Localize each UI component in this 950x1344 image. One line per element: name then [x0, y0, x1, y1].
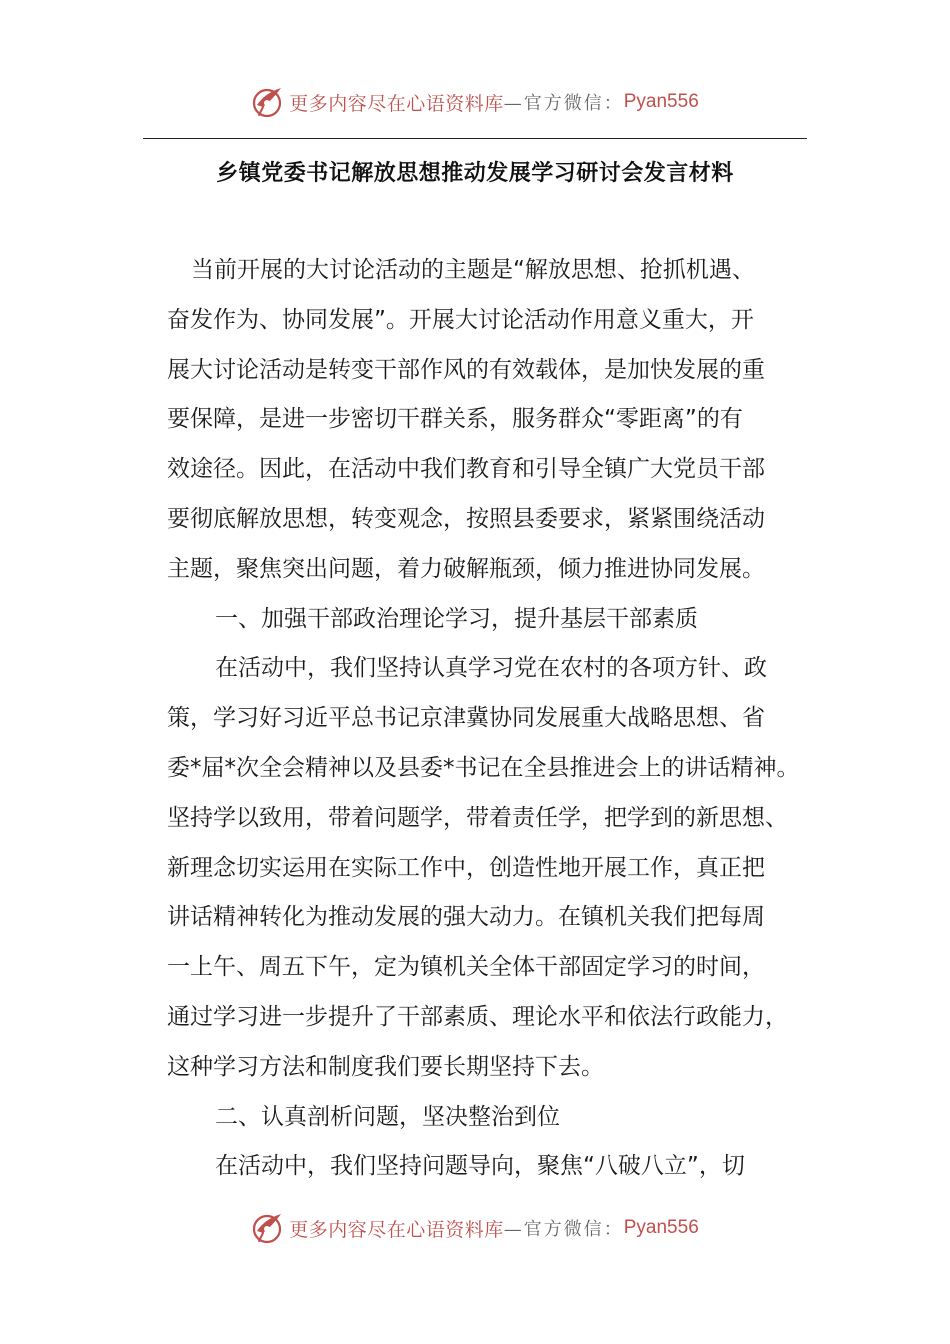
body-line: 新理念切实运用在实际工作中，创造性地开展工作，真正把: [167, 854, 765, 881]
body-line: 这种学习方法和制度我们要长期坚持下去。: [167, 1053, 604, 1080]
body-line: 在活动中，我们坚持问题导向，聚焦“八破八立”，切: [215, 1153, 745, 1180]
body-line: 委*届*次全会精神以及县委*书记在全县推进会上的讲话精神。: [167, 754, 800, 781]
body-line: 要保障，是进一步密切干群关系，服务群众“零距离”的有: [167, 406, 743, 433]
quill-logo-icon: [251, 1211, 285, 1245]
section-heading-1: 一、加强干部政治理论学习，提升基层干部素质: [215, 605, 698, 632]
body-line: 讲话精神转化为推动发展的强大动力。在镇机关我们把每周: [167, 904, 765, 931]
banner-wechat-id: Pyan556: [623, 91, 699, 112]
quill-logo-icon: [251, 85, 285, 119]
body-line: 当前开展的大讨论活动的主题是“解放思想、抢抓机遇、: [191, 257, 755, 283]
banner-wechat-id: Pyan556: [623, 1217, 699, 1238]
body-line: 展大讨论活动是转变干部作风的有效载体，是加快发展的重: [167, 356, 765, 383]
body-line: 策，学习好习近平总书记京津冀协同发展重大战略思想、省: [167, 705, 765, 732]
body-line: 要彻底解放思想，转变观念，按照县委要求，紧紧围绕活动: [167, 505, 765, 532]
banner-sub-text: —官方微信：: [503, 1219, 624, 1240]
body-line: 坚持学以致用，带着问题学，带着责任学，把学到的新思想、: [167, 804, 788, 831]
body-line: 在活动中，我们坚持认真学习党在农村的各项方针、政: [215, 655, 767, 682]
header-banner: [0, 82, 950, 122]
document-title: 乡镇党委书记解放思想推动发展学习研讨会发言材料: [216, 161, 734, 186]
document-body: [167, 246, 817, 1192]
body-line: 通过学习进一步提升了干部素质、理论水平和依法行政能力，: [167, 1003, 788, 1030]
footer-banner: [0, 1208, 950, 1248]
header-divider: [143, 138, 807, 139]
banner-main-text: 更多内容尽在心语资料库: [289, 92, 504, 115]
body-line: 一上午、周五下午，定为镇机关全体干部固定学习的时间，: [167, 954, 765, 981]
banner-main-text: 更多内容尽在心语资料库: [289, 1218, 504, 1241]
body-line: 奋发作为、协同发展”。开展大讨论活动作用意义重大，开: [167, 306, 754, 333]
body-line: 效途径。因此，在活动中我们教育和引导全镇广大党员干部: [167, 456, 765, 483]
section-heading-2: 二、认真剖析问题，坚决整治到位: [215, 1103, 560, 1130]
banner-sub-text: —官方微信：: [503, 93, 624, 114]
body-line: 主题，聚焦突出问题，着力破解瓶颈，倾力推进协同发展。: [167, 555, 765, 582]
